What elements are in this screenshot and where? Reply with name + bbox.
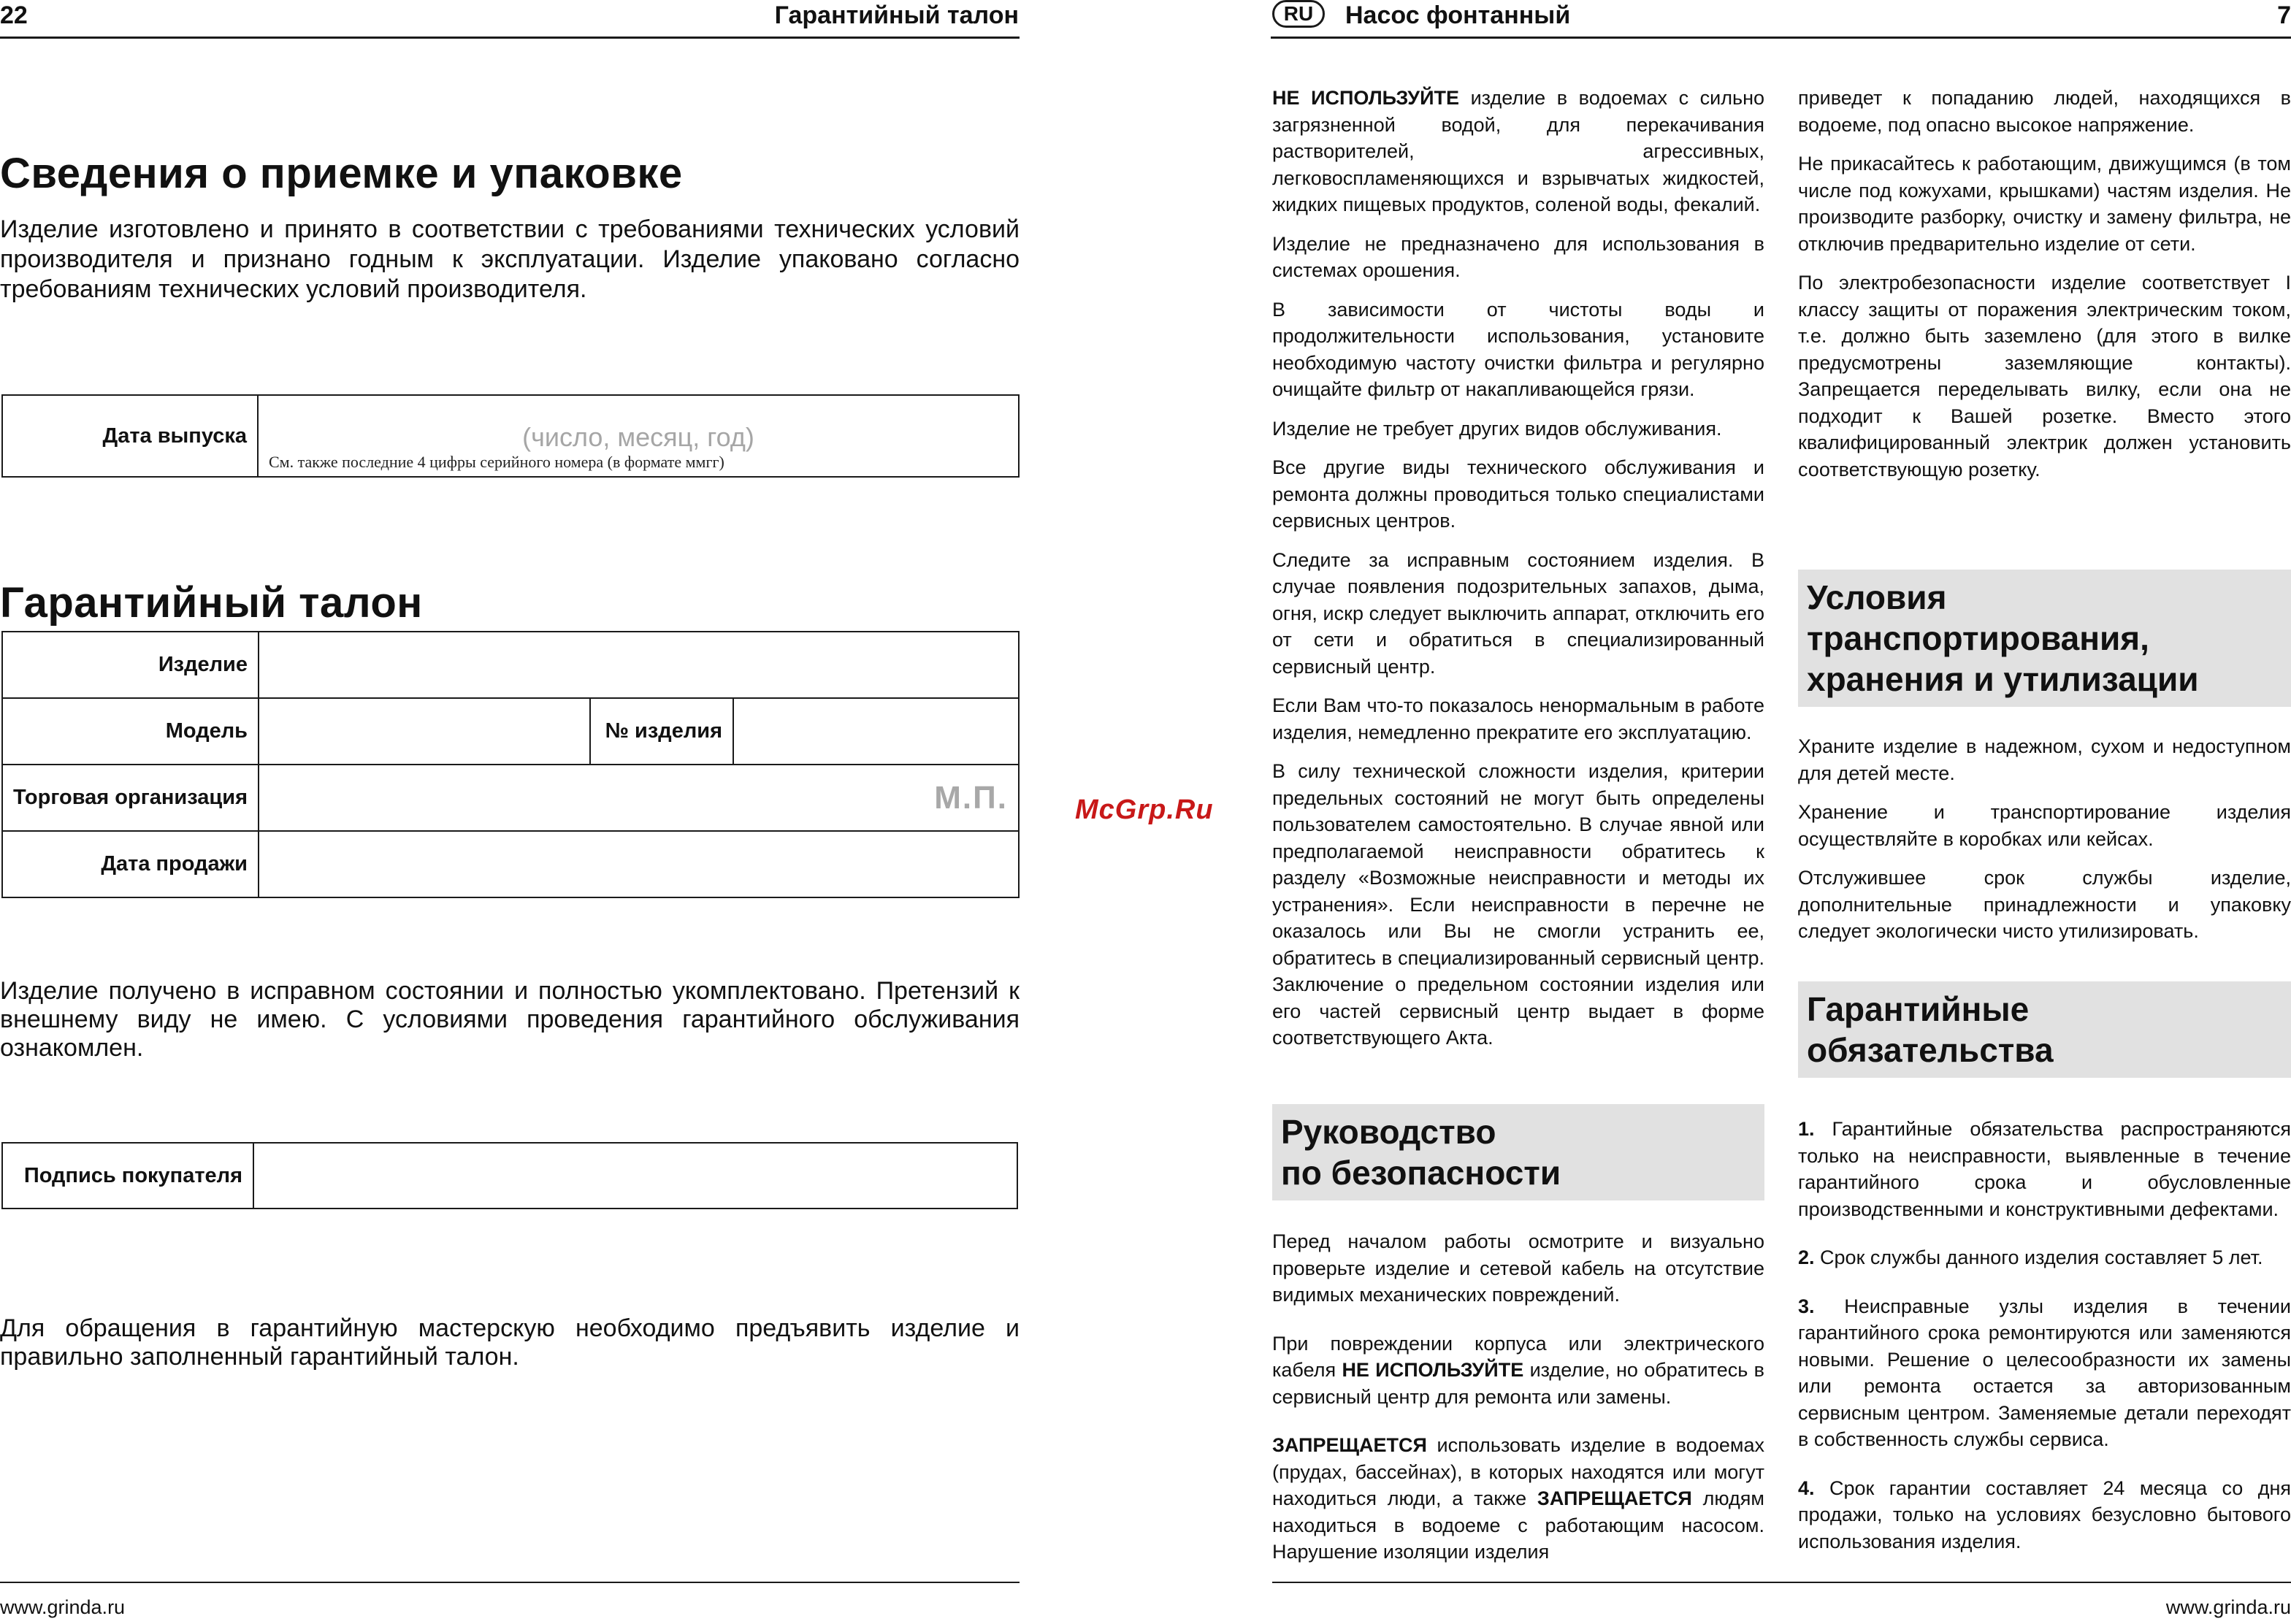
- release-date-label: Дата выпуска: [2, 395, 258, 477]
- sale-date-field[interactable]: [259, 831, 1019, 897]
- section-acceptance-text: Изделие изготовлено и принято в соответствии с требованиями технических условий производителя и признано годным к эксплуатации. Изделие упаковано согласно требованиям технических условий производителя.: [0, 215, 1020, 303]
- left-header-title: Гарантийный талон: [774, 1, 1019, 29]
- left-footer-url[interactable]: www.grinda.ru: [0, 1596, 126, 1618]
- safety-section: [1272, 1228, 1764, 1578]
- left-header-rule: [0, 37, 1020, 39]
- warranty-obligations-heading: Гарантийные обязательства: [1798, 981, 2291, 1078]
- paragraph-limit-states: В силу технической сложности изделия, критерии предельных состояний не могут быть определены пользователем самостоятельно. В случае явной или предполагаемой неисправности обратитесь к разделу «Возможные неисправности и методы их устранения». Если неисправности в перечне не оказалось или Вы не смогли устранить ее, обратитесь в специализированный сервисный центр. Заключение о предельном состоянии изделия или его частей сервисный центр выдает в форме соответствующего Акта.: [1272, 760, 1764, 1049]
- item-number-field[interactable]: [733, 698, 1019, 765]
- transport-storage-heading: Условия транспортирования, хранения и утилизации: [1798, 570, 2291, 707]
- paragraph-moving-parts: Не прикасайтесь к работающим, движущимся (в том числе под кожухами, крышками) частям изделия. Не производите разборку, очистку и замену фильтра, не отключив предварительно изделие от сети.: [1798, 153, 2291, 255]
- signature-table: [1, 1142, 1018, 1209]
- paragraph-inspect: Перед началом работы осмотрите и визуально проверьте изделие и сетевой кабель на отсутствие видимых механических повреждений.: [1272, 1230, 1764, 1306]
- product-field[interactable]: [259, 632, 1019, 698]
- sale-date-label: Дата продажи: [2, 831, 259, 897]
- signature-label: Подпись покупателя: [2, 1143, 253, 1209]
- release-date-table: [1, 394, 1020, 478]
- paragraph-storage: Храните изделие в надежном, сухом и недоступном для детей месте.: [1798, 735, 2291, 784]
- release-date-note: См. также последние 4 цифры серийного номера (в формате ммгг): [269, 453, 724, 471]
- right-column-2: [1798, 85, 2291, 495]
- release-date-placeholder: (число, месяц, год): [522, 422, 754, 452]
- trade-org-field[interactable]: [259, 765, 1019, 831]
- item-number-label: № изделия: [590, 698, 733, 765]
- paragraph-maintenance: Изделие не требует других видов обслуживания.: [1272, 417, 1722, 440]
- watermark: McGrp.Ru: [1075, 794, 1214, 825]
- safety-guide-heading: Руководство по безопасности: [1272, 1104, 1764, 1200]
- right-header-rule: [1271, 37, 2291, 39]
- paragraph-service: Все другие виды технического обслуживания и ремонта должны проводиться только специалистами сервисных центров.: [1272, 456, 1764, 532]
- right-page-number: 7: [2277, 1, 2291, 29]
- model-label: Модель: [2, 698, 259, 765]
- left-page-number: 22: [0, 1, 28, 29]
- paragraph-transport: Хранение и транспортирование изделия осуществляйте в коробках или кейсах.: [1798, 801, 2291, 850]
- language-badge: RU: [1272, 0, 1325, 28]
- paragraph-do-not-use: НЕ ИСПОЛЬЗУЙТЕ изделие в водоемах с сильно загрязненной водой, для перекачивания растворителей, агрессивных, легковоспламеняющихся и взрывчатых жидкостей, жидких пищевых продуктов, соленой воды, фекалий.: [1272, 87, 1764, 215]
- signature-field[interactable]: [253, 1143, 1017, 1209]
- paragraph-abnormal: Если Вам что-то показалось ненормальным в работе изделия, немедленно прекратите его эксплуатацию.: [1272, 694, 1764, 743]
- paragraph-prohibited: ЗАПРЕЩАЕТСЯ использовать изделие в водоемах (прудах, бассейнах), в которых находятся или могут находиться люди, а также ЗАПРЕЩАЕТСЯ людям находиться в водоеме с работающим насосом. Нарушение изоляции изделия: [1272, 1434, 1764, 1563]
- section-acceptance-title: Сведения о приемке и упаковке: [0, 150, 683, 197]
- trade-org-label: Торговая организация: [2, 765, 259, 831]
- paragraph-damage: При повреждении корпуса или электрического кабеля НЕ ИСПОЛЬЗУЙТЕ изделие, но обратитесь в сервисный центр для ремонта или замены.: [1272, 1332, 1765, 1408]
- warranty-card-title: Гарантийный талон: [0, 579, 423, 627]
- stamp-placeholder: М.П.: [934, 779, 1008, 816]
- paragraph-disposal: Отслужившее срок службы изделие, дополнительные принадлежности и упаковку следует экологически чисто утилизировать.: [1798, 867, 2291, 942]
- right-footer-url[interactable]: www.grinda.ru: [2165, 1596, 2291, 1618]
- release-date-field[interactable]: [258, 395, 1019, 477]
- contact-instructions: Для обращения в гарантийную мастерскую необходимо предъявить изделие и правильно заполненный гарантийный талон.: [0, 1314, 1020, 1371]
- right-footer-rule: [1272, 1582, 2291, 1583]
- warranty-item-1: 1. Гарантийные обязательства распространяются только на неисправности, выявленные в течение гарантийного срока и обусловленные производственными и конструктивными дефектами.: [1798, 1118, 2291, 1220]
- warranty-item-2: 2. Срок службы данного изделия составляет 5 лет.: [1798, 1246, 2263, 1268]
- right-header-title: Насос фонтанный: [1345, 1, 1571, 29]
- paragraph-condition: Следите за исправным состоянием изделия. В случае появления подозрительных запахов, дыма, огня, искр следует выключить аппарат, отключить его от сети и обратиться в специализированный сервисный центр.: [1272, 548, 1764, 678]
- paragraph-high-voltage: приведет к попаданию людей, находящихся в водоеме, под опасно высокое напряжение.: [1798, 87, 2291, 136]
- warranty-item-4: 4. Срок гарантии составляет 24 месяца со дня продажи, только на условиях безусловно бытового использования изделия.: [1798, 1476, 2291, 1552]
- warranty-form-table: [1, 631, 1020, 898]
- warranty-item-3: 3. Неисправные узлы изделия в течении гарантийного срока ремонтируются или заменяются новыми. Решение о целесообразности их замены или ремонта остается за авторизованным сервисным центром. Заменяемые детали переходят в собственность службы сервиса.: [1798, 1295, 2291, 1450]
- transport-section: [1798, 733, 2291, 957]
- left-footer-rule: [0, 1582, 1020, 1583]
- product-label: Изделие: [2, 632, 259, 698]
- paragraph-electrical-safety: По электробезопасности изделие соответствует I классу защиты от поражения электрическим током, т.е. должно быть заземлено (для этого в вилке предусмотрены заземляющие контакты). Запрещается переделывать вилку, если она не подходит к Вашей розетке. Вместо этого квалифицированный электрик должен установить соответствующую розетку.: [1798, 272, 2291, 480]
- received-statement: Изделие получено в исправном состоянии и полностью укомплектовано. Претензий к внешнему виду не имею. С условиями проведения гарантийного обслуживания ознакомлен.: [0, 977, 1020, 1062]
- warranty-section: [1798, 1116, 2291, 1567]
- model-field[interactable]: [259, 698, 590, 765]
- paragraph-filter: В зависимости от чистоты воды и продолжительности использования, установите необходимую частоту очистки фильтра и регулярно очищайте фильтр от накапливающейся грязи.: [1272, 298, 1764, 400]
- paragraph-irrigation: Изделие не предназначено для использования в системах орошения.: [1272, 232, 1764, 281]
- right-column-1: [1272, 85, 1764, 1064]
